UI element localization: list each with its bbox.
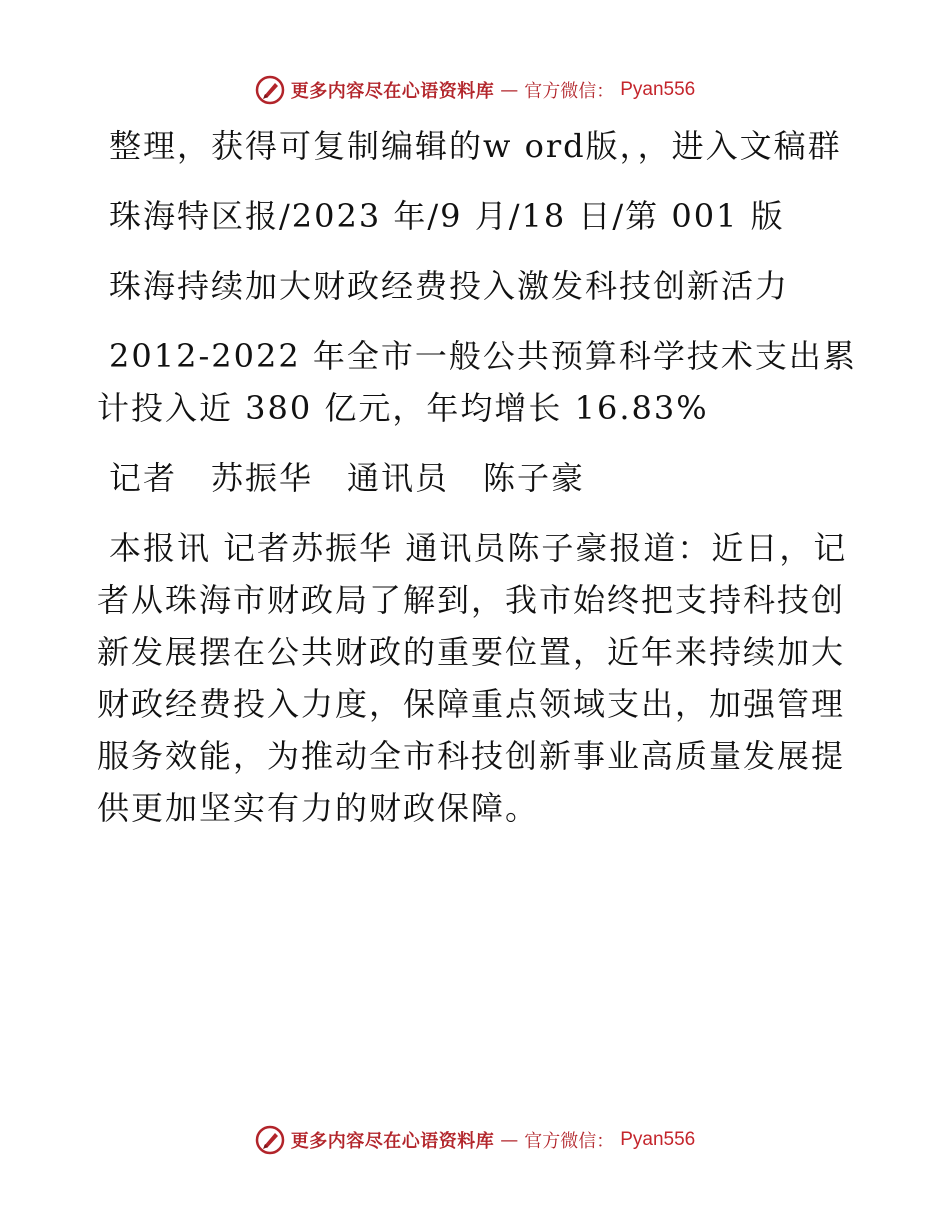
article-subtitle: 2012-2022 年全市一般公共预算科学技术支出累计投入近 380 亿元，年均增长 16.83% xyxy=(97,337,857,427)
watermark-wechat-id: Pyan556 xyxy=(620,79,696,100)
source-line: 珠海特区报/2023 年/9 月/18 日/第 001 版 xyxy=(109,197,785,235)
article-paragraph: 本报讯 记者苏振华 通讯员陈子豪报道：近日，记者从珠海市财政局了解到，我市始终把支持科技创新发展摆在公共财政的重要位置，近年来持续加大财政经费投入力度，保障重点领域支出，加强管理服务效能，为推动全市科技创新事业高质量发展提供更加坚实有力的财政保障。 xyxy=(97,529,848,827)
pen-circle-logo-icon xyxy=(255,75,285,105)
watermark-text: 更多内容尽在心语资料库 xyxy=(290,1131,495,1152)
watermark-dash: — xyxy=(500,1129,519,1151)
intro-line: 整理，获得可复制编辑的w ord版，，进入文稿群 xyxy=(109,127,842,165)
watermark-label: 官方微信： xyxy=(524,1131,615,1152)
watermark-dash: — xyxy=(500,79,519,101)
header-watermark xyxy=(0,70,950,110)
document-body xyxy=(97,120,857,834)
watermark-text: 更多内容尽在心语资料库 xyxy=(290,81,495,102)
pen-circle-logo-icon xyxy=(255,1125,285,1155)
byline: 记者 苏振华 通讯员 陈子豪 xyxy=(109,459,586,497)
watermark-wechat-id: Pyan556 xyxy=(620,1129,696,1150)
article-title: 珠海持续加大财政经费投入激发科技创新活力 xyxy=(109,267,790,305)
watermark-label: 官方微信： xyxy=(524,81,615,102)
footer-watermark xyxy=(0,1120,950,1160)
